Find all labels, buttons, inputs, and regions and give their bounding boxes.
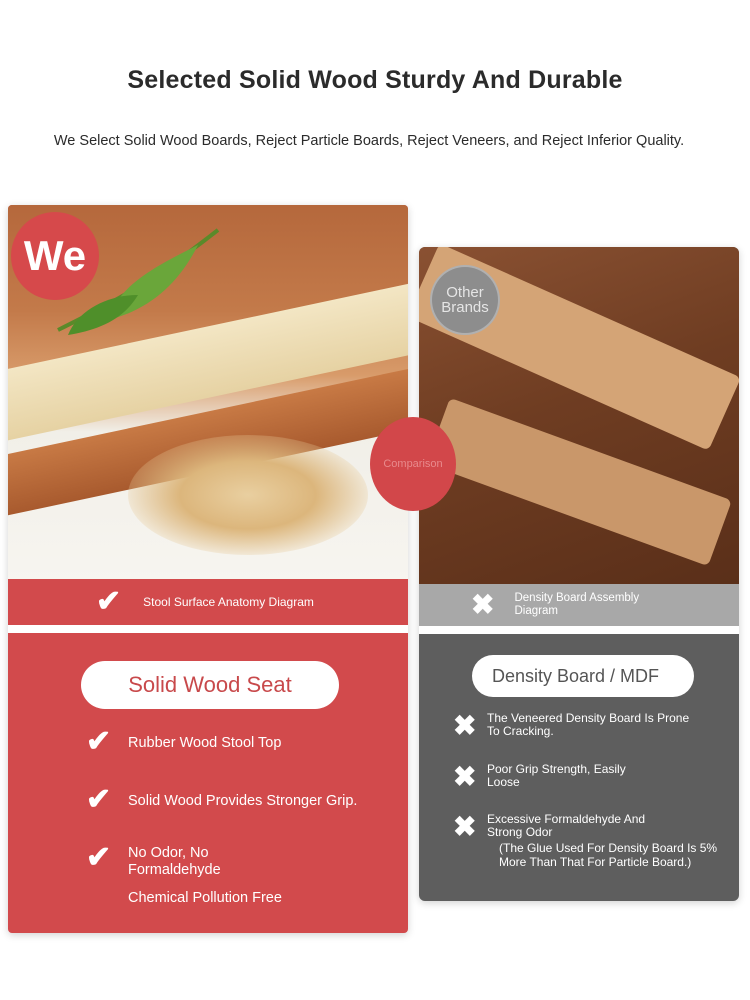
cross-icon: ✖ [453,811,477,842]
right-feature [453,813,724,869]
solid-wood-photo [8,205,408,583]
cross-icon: ✖ [453,710,477,741]
feature-text: No Odor, No Formaldehyde [128,845,221,878]
check-icon: ✔ [86,783,112,816]
solid-wood-card [8,205,408,933]
density-board-photo [419,247,739,584]
feature-text: Solid Wood Provides Stronger Grip. [128,793,358,809]
feature-text: Rubber Wood Stool Top [128,735,282,751]
other-brands-badge: Other Brands [432,267,498,333]
feature-text: Excessive Formaldehyde And Strong Odor [487,812,646,839]
density-board-pill: Density Board / MDF [472,655,694,697]
left-diagram-bar [8,579,408,633]
left-feature [86,785,357,815]
check-icon: ✔ [86,725,112,758]
feature-text: Poor Grip Strength, Easily Loose [487,762,626,789]
right-feature [453,763,647,791]
page-title: Selected Solid Wood Sturdy And Durable [127,66,623,94]
right-diagram-label: Density Board Assembly Diagram [514,592,640,617]
feature-text: The Veneered Density Board Is Prone To Cracking. [487,711,690,738]
feature-text: Chemical Pollution Free [128,890,282,906]
feature-note: (The Glue Used For Density Board Is 5% More Than That For Particle Board.) [499,841,718,869]
left-feature [86,843,238,879]
density-board-card [419,247,739,901]
left-diagram-label: Stool Surface Anatomy Diagram [143,595,314,609]
cross-icon: ✖ [471,589,495,620]
page-subtitle: We Select Solid Wood Boards, Reject Particle Boards, Reject Veneers, and Reject Inferior Quality. [53,133,685,149]
right-diagram-bar [419,584,739,634]
check-icon: ✔ [86,841,112,874]
cross-icon: ✖ [453,761,477,792]
left-feature [86,727,281,757]
solid-wood-seat-pill: Solid Wood Seat [81,661,339,709]
wood-shavings-image [128,435,368,555]
right-feature [453,712,697,740]
comparison-badge: Comparison [370,417,456,511]
check-icon: ✔ [96,585,122,618]
we-badge: We [11,212,99,300]
